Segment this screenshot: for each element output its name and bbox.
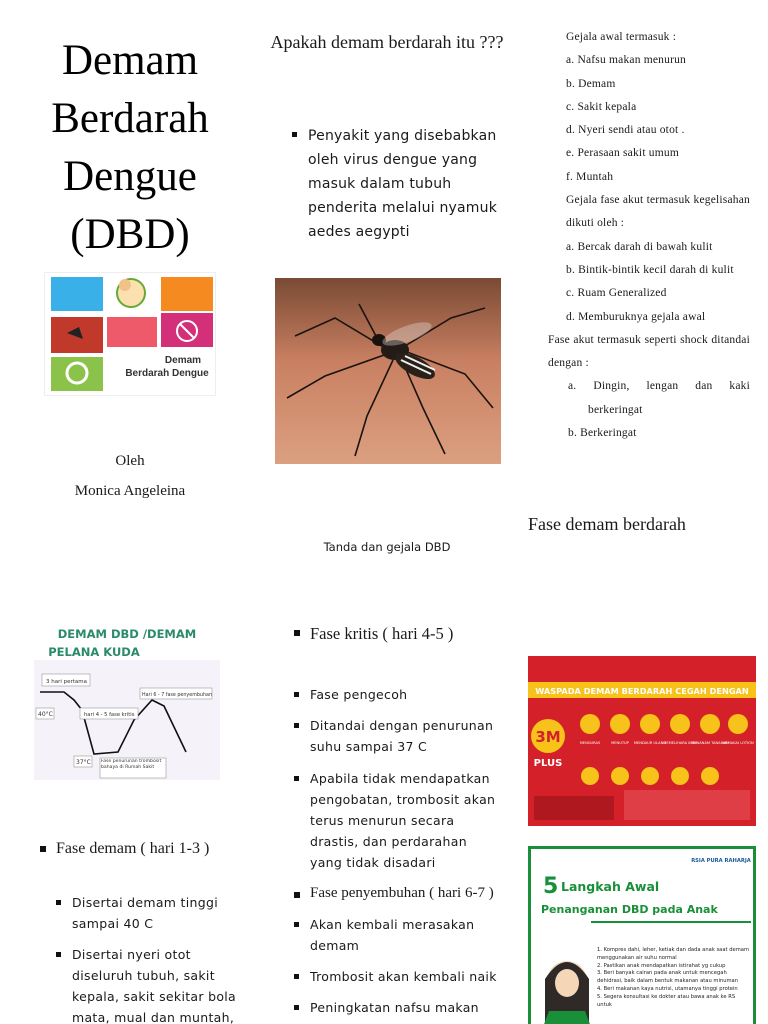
poster-caption: MEMELIHARA IKAN (663, 741, 697, 745)
list-item: Disertai nyeri otot diseluruh tubuh, sakit kepala, sakit sekitar bola mata, mual dan muntah, (56, 944, 248, 1024)
critical-phase-heading (294, 620, 494, 658)
phase-section-title: Fase demam berdarah (528, 514, 686, 534)
author-block (30, 446, 230, 506)
recovery-phase-title: Fase penyembuhan ( hari 6-7 ) (294, 882, 498, 904)
diagram-title: DEMAM DBD /DEMAM (57, 627, 197, 641)
fever-phase-title: Fase demam ( hari 1-3 ) (40, 836, 245, 862)
photo-caption: Tanda dan gejala DBD (323, 540, 451, 554)
diagram-label: Hari 6 - 7 fase penyembuhan (142, 693, 212, 698)
fever-phase-list (56, 892, 248, 1024)
poster-title: Langkah Awal (561, 879, 660, 894)
list-item: Trombosit akan kembali naik (294, 966, 498, 987)
list-item: a. Dingin, lengan dan kaki berkeringat (568, 380, 750, 416)
cover-title (30, 32, 230, 264)
poster-title-number: 5 (543, 874, 559, 899)
list-item: b. Demam (566, 77, 616, 90)
diagram-label: Fase penurunan trombosit bahaya di Rumah Sakit (101, 759, 162, 770)
poster-org: RSIA PURA RAHARJA (691, 858, 751, 864)
poster-subtitle: Penanganan DBD pada Anak (541, 903, 718, 916)
poster-caption: MENGURAS (579, 741, 601, 745)
poster-caption: MENANAM TANAMAN (691, 741, 729, 745)
shock-symptoms-title: Fase akut termasuk seperti shock ditandai dengan : (548, 333, 750, 370)
badge-3m: 3M (535, 728, 561, 746)
mosquito-photo (275, 278, 501, 464)
intro-bullet-list (292, 124, 502, 254)
critical-phase-title: Fase kritis ( hari 4-5 ) (294, 620, 494, 648)
list-item: Akan kembali merasakan demam (294, 914, 498, 956)
list-item: b. Bintik-bintik kecil darah di kulit (566, 263, 734, 276)
list-item: Fase pengecoh (294, 684, 498, 705)
list-item: Apabila tidak mendapatkan pengobatan, trombosit akan terus menurun secara drastis, dan perdarahan yang tidak disadari (294, 768, 498, 874)
early-symptoms-title: Gejala awal termasuk : (566, 31, 677, 43)
list-item: d. Nyeri sendi atau otot . (566, 124, 685, 137)
cover-title-line: Dengue (63, 153, 197, 200)
poster-caption: MENDAUR ULANG (633, 741, 667, 745)
critical-phase-content (294, 684, 498, 1024)
list-item: c. Ruam Generalized (566, 287, 667, 300)
list-item: d. Memburuknya gejala awal (566, 310, 706, 323)
poster-banner: WASPADA DEMAM BERDARAH CEGAH DENGAN (535, 686, 749, 696)
fever-phase-heading (40, 836, 245, 872)
diagram-title: PELANA KUDA (48, 645, 140, 659)
temperature-label: 40°C (38, 711, 53, 718)
thumbnail-title: Demam (164, 355, 202, 366)
by-label: Oleh (115, 453, 145, 469)
poster-step: 3. Beri banyak cairan pada anak untuk mencegah dehidrasi, baik dalam bentuk makanan atau minuman (597, 970, 739, 985)
poster-caption: MEMAKAI LOTION (722, 741, 754, 745)
cover-title-line: (DBD) (70, 211, 190, 258)
temperature-label: 37°C (76, 759, 91, 766)
intro-question: Apakah demam berdarah itu ??? (270, 32, 504, 52)
list-item: Disertai demam tinggi sampai 40 C (56, 892, 248, 934)
poster-caption: MENUTUP (611, 741, 629, 745)
prevention-poster (528, 656, 756, 826)
author-name: Monica Angeleina (74, 483, 186, 499)
symptoms-block (548, 26, 750, 445)
list-item: c. Sakit kepala (566, 100, 637, 113)
list-item: b. Berkeringat (568, 427, 637, 440)
acute-symptoms-title: Gejala fase akut termasuk kegelisahan dikuti oleh : (566, 194, 750, 230)
list-item: Peningkatan nafsu makan (294, 997, 498, 1018)
cover-thumbnail-image (44, 272, 216, 396)
poster-step: 1. Kompres dahi, leher, ketiak dan dada anak saat demam menggunakan air suhu normal (597, 947, 749, 961)
list-item: Ditandai dengan penurunan suhu sampai 37 C (294, 715, 498, 757)
list-item: Penyakit yang disebabkan oleh virus dengue yang masuk dalam tubuh penderita melalui nyamuk aedes aegypti (292, 124, 502, 244)
poster-step: 2. Pastikan anak mendapatkan istirahat yg cukup (597, 962, 726, 969)
diagram-label: hari 4 - 5 fase kritis (84, 712, 135, 718)
saddle-fever-diagram (34, 620, 220, 780)
cover-title-line: Berdarah (51, 95, 209, 142)
poster-step: 4. Beri makanan kaya nutrisi, utamanya tinggi protein (597, 985, 738, 992)
list-item: a. Nafsu makan menurun (566, 54, 687, 67)
badge-plus: PLUS (533, 758, 563, 769)
cover-title-line: Demam (61, 37, 199, 84)
thumbnail-subtitle: Berdarah Dengue (125, 368, 209, 379)
diagram-label: 3 hari pertama (46, 679, 88, 685)
child-dbd-poster (528, 846, 756, 1024)
list-item: a. Bercak darah di bawah kulit (566, 240, 713, 253)
list-item: f. Muntah (566, 170, 614, 183)
poster-step: 5. Segera konsultasi ke dokter atau bawa anak ke RS untuk (597, 993, 736, 1008)
list-item: e. Perasaan sakit umum (566, 147, 679, 160)
